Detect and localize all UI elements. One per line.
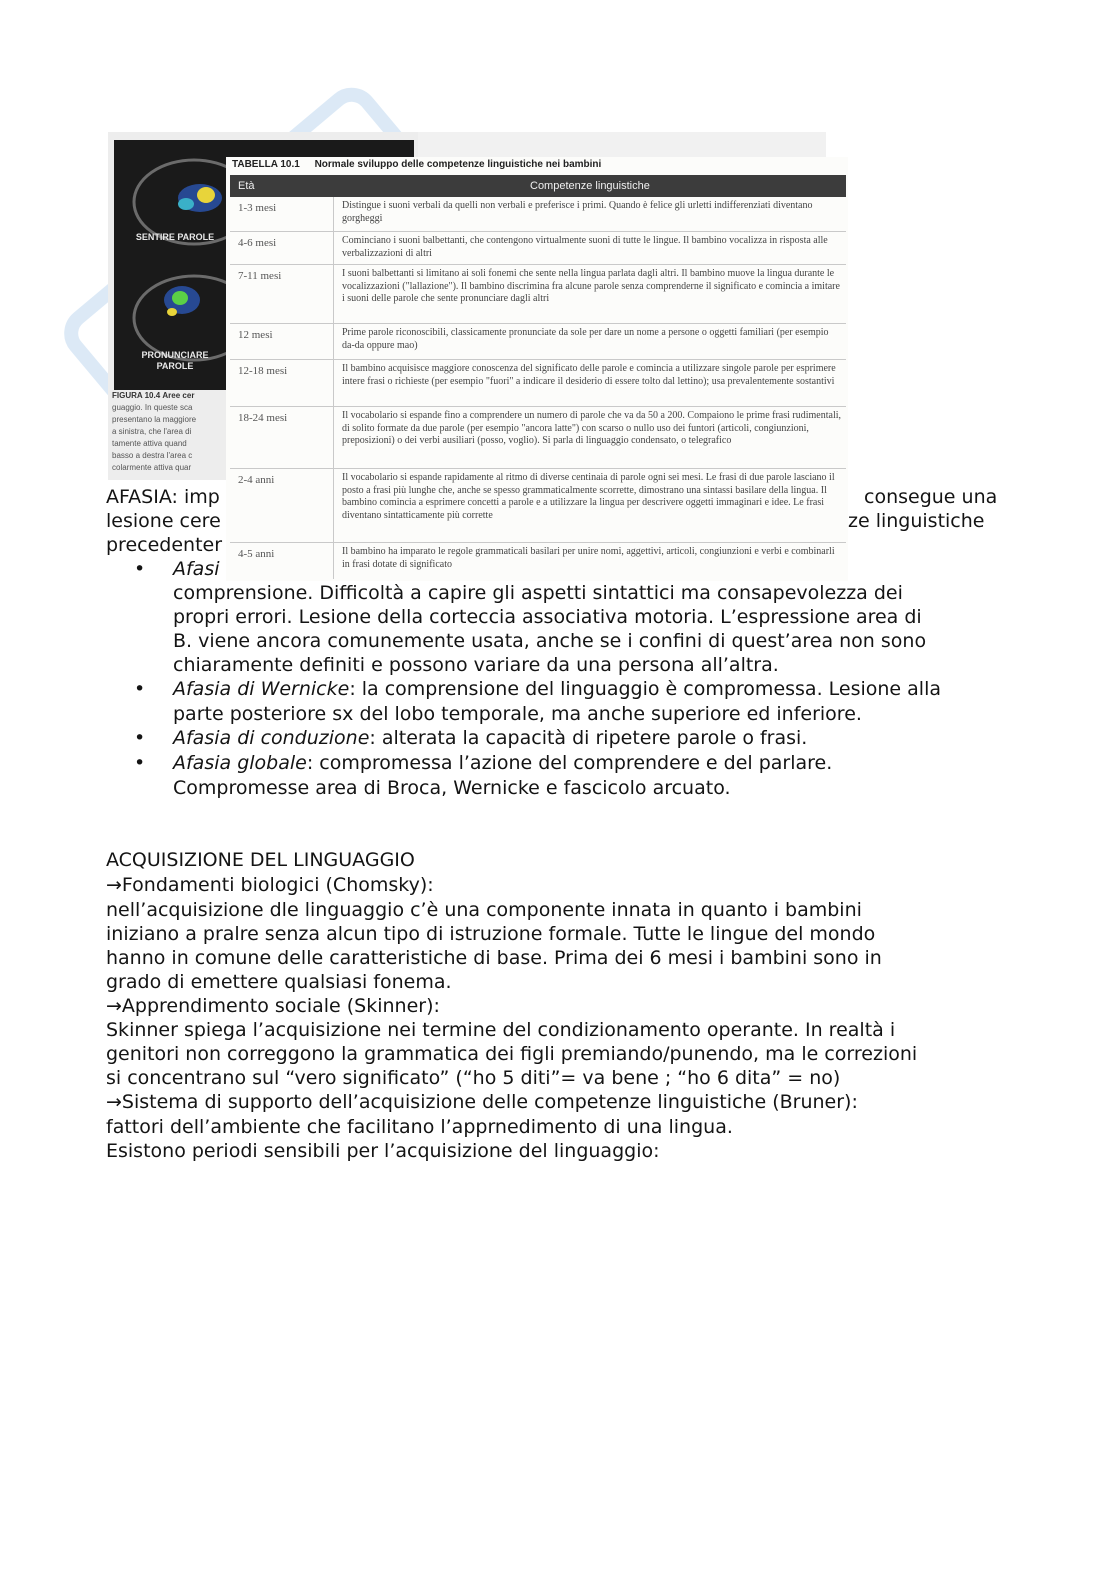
row-text: I suoni balbettanti si limitano ai soli fonemi che sente nella lingua parlata dagli altri. Il bambino muove la lingua durante le vocalizzazioni ("lallazione"). Il bambino discrimina fra alcune parole senza comprenderne il significato e comincia a imitare i suoni delle parole che sente pronunciare dagli altri [342, 268, 840, 304]
header-skills: Competenze linguistiche [530, 180, 650, 192]
bullet-2: • [134, 678, 146, 700]
body-line: fattori dell’ambiente che facilitano l’apprnedimento di una lingua. [106, 1116, 733, 1138]
afasia-wernicke: Afasia di Wernicke: la comprensione del linguaggio è compromessa. Lesione alla [173, 678, 942, 700]
section-heading: ACQUISIZIONE DEL LINGUAGGIO [106, 849, 415, 871]
table-number: TABELLA 10.1 [232, 159, 300, 170]
language-development-table [226, 157, 848, 581]
body-line: si concentrano sul “vero significato” (“ho 5 diti”= va bene ; “ho 6 dita” = no) [106, 1067, 841, 1089]
afasia-broca-line: comprensione. Difficoltà a capire gli aspetti sintattici ma consapevolezza dei [173, 582, 903, 604]
afasia-broca-line: B. viene ancora comunemente usata, anche se i confini di quest’area non sono [173, 630, 927, 652]
body-line: Skinner spiega l’acquisizione nei termine del condizionamento operante. In realtà i [106, 1019, 896, 1041]
afasia-broca-line: chiaramente definiti e possono variare da una persona all’altra. [173, 654, 779, 676]
label-sentire-parole: SENTIRE PAROLE [135, 232, 215, 242]
afasia-globale-line2: Compromesse area di Broca, Wernicke e fascicolo arcuato. [173, 777, 731, 799]
figure-caption [112, 390, 232, 474]
bullet-4: • [134, 752, 146, 774]
label-pronunciare-parole: PRONUNCIARE PAROLE [141, 350, 209, 371]
caption-line: colarmente attiva quar [112, 463, 192, 472]
afasia-globale: Afasia globale: compromessa l’azione del comprendere e del parlare. [173, 752, 833, 774]
term-globale: Afasia globale [173, 752, 307, 774]
row-age: 4-5 anni [230, 543, 334, 579]
afasia-line3-left: precedenter [106, 534, 223, 556]
row-age: 2-4 anni [230, 469, 334, 542]
table-row [230, 232, 846, 265]
row-text: Prime parole riconoscibili, classicamente pronunciate da sole per dare un nome a persone o oggetti familiari (per esempio da-da oppure mao) [342, 327, 829, 351]
row-age: 7-11 mesi [230, 265, 334, 323]
figure-caption-bold: Aree cer [162, 391, 195, 400]
body-line: hanno in comune delle caratteristiche di base. Prima dei 6 mesi i bambini sono in [106, 947, 882, 969]
row-age: 12-18 mesi [230, 360, 334, 406]
row-age: 18-24 mesi [230, 407, 334, 468]
body-line: nell’acquisizione dle linguaggio c’è una componente innata in quanto i bambini [106, 899, 862, 921]
arrow-icon: → [106, 874, 122, 896]
caption-line: a sinistra, che l'area di [112, 427, 192, 436]
arrow-icon: → [106, 1091, 122, 1113]
image-strip [418, 132, 826, 160]
bullet-1: • [134, 558, 146, 580]
table-row [230, 469, 846, 543]
row-age: 12 mesi [230, 324, 334, 359]
afasia-line2-left: lesione cere [106, 510, 221, 532]
subsection-chomsky: →Fondamenti biologici (Chomsky): [106, 874, 434, 896]
header-age: Età [238, 180, 255, 192]
afasia-line1-left: AFASIA: imp [106, 486, 220, 508]
body-line: genitori non correggono la grammatica dei figli premiando/punendo, ma le correzioni [106, 1043, 918, 1065]
table-title [232, 159, 601, 170]
afasia-line1-right: consegue una [864, 486, 998, 508]
afasia-wernicke-line2: parte posteriore sx del lobo temporale, ma anche superiore ed inferiore. [173, 703, 862, 725]
table-title-text: Normale sviluppo delle competenze linguistiche nei bambini [314, 159, 602, 170]
term-wernicke: Afasia di Wernicke [173, 678, 350, 700]
table-row [230, 197, 846, 232]
row-age: 4-6 mesi [230, 232, 334, 264]
subsection-skinner: →Apprendimento sociale (Skinner): [106, 995, 440, 1017]
afasia-conduzione: Afasia di conduzione: alterata la capacità di ripetere parole o frasi. [173, 727, 808, 749]
row-age: 1-3 mesi [230, 197, 334, 231]
caption-line: presentano la maggiore [112, 415, 197, 424]
figure-caption-lead: FIGURA 10.4 [112, 391, 161, 400]
caption-line: basso a destra l'area c [112, 451, 193, 460]
table-header [230, 175, 846, 197]
arrow-icon: → [106, 995, 122, 1017]
body-line: Esistono periodi sensibili per l’acquisizione del linguaggio: [106, 1140, 660, 1162]
caption-line: guaggio. In queste sca [112, 403, 193, 412]
row-text: Il vocabolario si espande fino a comprendere un numero di parole che va da 50 a 200. Compaiono le prime frasi rudimentali, di solito formate da due parole (per esempio "ancora latte") con scarso o nullo uso dei funtori (articoli, congiunzioni, preposizioni) o dei verbi ausiliari (posso, voglio). Si parla di linguaggio condensato, o telegrafico [342, 410, 842, 446]
term-conduzione: Afasia di conduzione [173, 727, 370, 749]
table-body [230, 197, 846, 579]
afasia-broca-line: propri errori. Lesione della corteccia associativa motoria. L’espressione area di [173, 606, 922, 628]
table-row [230, 407, 846, 469]
row-text: Il bambino ha imparato le regole grammaticali basilari per unire nomi, aggettivi, articoli, congiunzioni e verbi e combinarli in frasi dotate di significato [342, 546, 835, 570]
table-row [230, 265, 846, 324]
subsection-bruner: →Sistema di supporto dell’acquisizione delle competenze linguistiche (Bruner): [106, 1091, 858, 1113]
row-text: Il bambino acquisisce maggiore conoscenza del significato delle parole e comincia a utilizzare singole parole per esprimere intere frasi o richieste (per esempio "fuori" a indicare il desiderio di essere tolto dal lettino); usa prevalentemente sostantivi [342, 363, 836, 387]
body-line: iniziano a pralre senza alcun tipo di istruzione formale. Tutte le lingue del mondo [106, 923, 876, 945]
caption-line: tamente attiva quand [112, 439, 187, 448]
table-row [230, 543, 846, 579]
table-row [230, 324, 846, 360]
afasia-broca-start: Afasi [173, 558, 220, 580]
row-text: Cominciano i suoni balbettanti, che contengono virtualmente suoni di tutte le lingue. Il bambino vocalizza in risposta alle verbalizzazioni di altri [342, 235, 828, 259]
row-text: Distingue i suoni verbali da quelli non verbali e preferisce i primi. Quando è felice gli urletti indifferenziati diventano gorgheggi [342, 200, 813, 224]
table-row [230, 360, 846, 407]
row-text: Il vocabolario si espande rapidamente al ritmo di diverse centinaia di parole ogni sei mesi. Le frasi di due parole lasciano il posto a frasi più lunghe che, anche se spesso grammaticalmente scorrette, dimostrano una sintassi basilare della lingua. Il bambino comincia a esprimere concetti a parole e a utilizzare la lingua per descrivere oggetti immaginari e idee. Le frasi diventano sintatticamente più corrette [342, 472, 835, 521]
bullet-3: • [134, 727, 146, 749]
afasia-line2-right: ze linguistiche [848, 510, 985, 532]
body-line: grado di emettere qualsiasi fonema. [106, 971, 452, 993]
